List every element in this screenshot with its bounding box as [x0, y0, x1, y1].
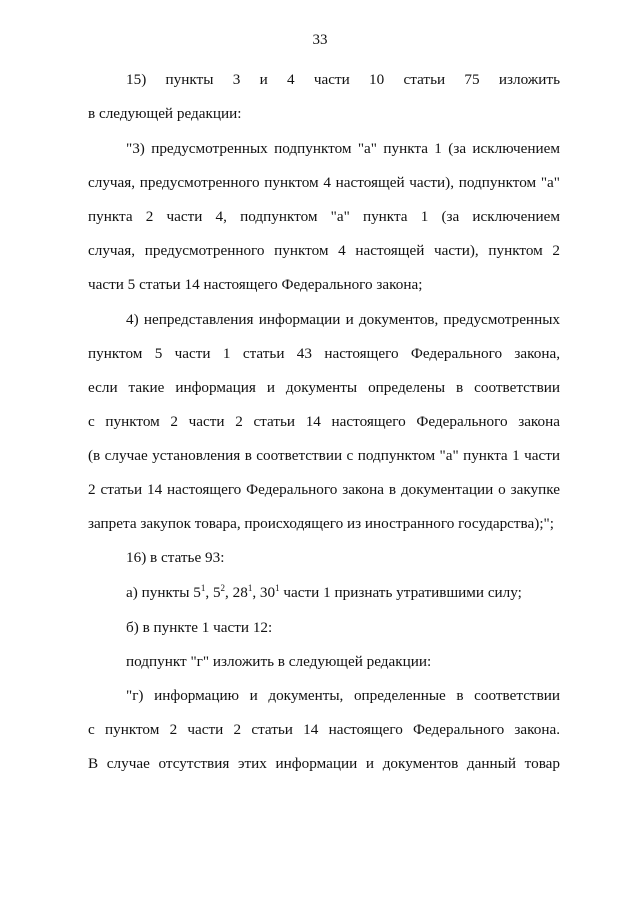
text-line: подпункт "г" изложить в следующей редакции:: [126, 653, 432, 670]
text-line: пункта 2 части 4, подпунктом "а" пункта 1 (за исключением: [88, 208, 560, 225]
item-a-separator: , 30: [252, 584, 276, 601]
text-line: случая, предусмотренного пунктом 4 настоящей части), подпунктом "а": [88, 174, 560, 191]
text-line: с пунктом 2 части 2 статьи 14 настоящего Федерального закона: [88, 413, 560, 430]
text-line: 4) непредставления информации и документов, предусмотренных: [126, 311, 560, 328]
superscript: 2: [220, 583, 226, 593]
text-line: 2 статьи 14 настоящего Федерального закона в документации о закупке: [88, 481, 560, 498]
text-line: если такие информация и документы определены в соответствии: [88, 379, 560, 396]
text-line: части 5 статьи 14 настоящего Федерального закона;: [88, 276, 423, 293]
item-a-separator: , 28: [225, 584, 248, 601]
text-line: с пунктом 2 части 2 статьи 14 настоящего Федерального закона.: [88, 721, 560, 738]
page-number: 33: [312, 32, 328, 48]
text-line: В случае отсутствия этих информации и документов данный товар: [88, 755, 560, 772]
item-a-suffix: части 1 признать утратившими силу;: [279, 584, 522, 601]
text-line: б) в пункте 1 части 12:: [126, 619, 273, 636]
superscript: 1: [275, 583, 280, 593]
text-line: (в случае установления в соответствии с подпунктом "а" пункта 1 части: [88, 447, 560, 464]
item-a-line: [126, 583, 560, 603]
item-a-separator: , 5: [205, 584, 221, 601]
text-line: запрета закупок товара, происходящего из иностранного государства);";: [88, 515, 554, 532]
superscript: 1: [247, 583, 253, 593]
text-line: пунктом 5 части 1 статьи 43 настоящего Федерального закона,: [88, 345, 560, 362]
text-line: случая, предусмотренного пунктом 4 настоящей части), пунктом 2: [88, 242, 560, 259]
text-line: в следующей редакции:: [88, 105, 242, 122]
text-line: "г) информацию и документы, определенные в соответствии: [126, 687, 560, 704]
text-line: 16) в статье 93:: [126, 549, 225, 566]
superscript: 1: [200, 583, 206, 593]
text-line: 15) пункты 3 и 4 части 10 статьи 75 изложить: [126, 71, 560, 88]
text-line: "3) предусмотренных подпунктом "а" пункта 1 (за исключением: [126, 140, 560, 157]
item-a-prefix: а) пункты 5: [126, 584, 201, 601]
